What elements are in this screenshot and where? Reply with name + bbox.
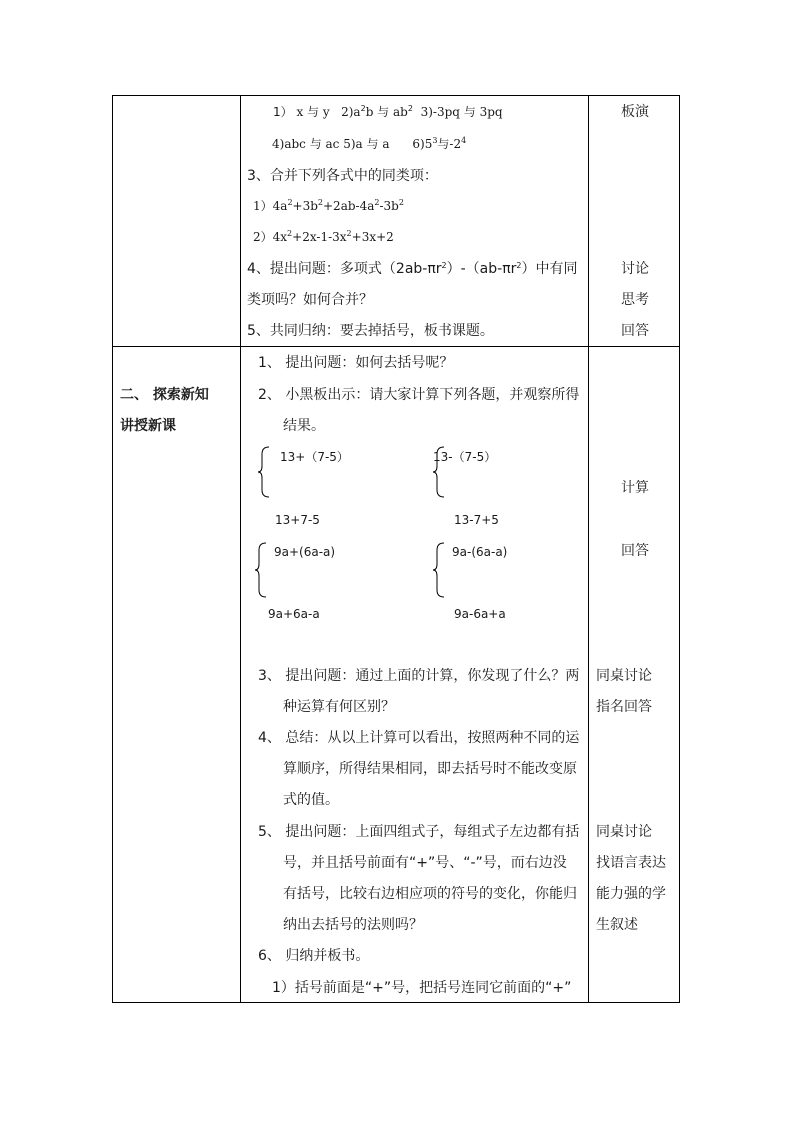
column-divider-2 (588, 95, 589, 1003)
text-line: 算顺序，所得结果相同，即去括号时不能改变原 (283, 761, 577, 777)
text-line: 4、 总结：从以上计算可以看出，按照两种不同的运 (258, 730, 580, 746)
expression: 13-（7-5） (433, 450, 497, 464)
text-line: 号，并且括号前面有“+”号、“-”号，而右边没 (283, 855, 567, 871)
activity-label: 计算 (621, 480, 649, 496)
activity-label: 回答 (621, 323, 649, 339)
text-line: $2)4x^2+2x-1-3x^2+3x+2$ (253, 229, 394, 244)
text-line: 4、提出问题：多项式$(2ab-\pi r^2)-(ab-\pi r^2)$中有同 (247, 261, 578, 277)
activity-label: 生叙述 (596, 917, 638, 933)
table-border-left (112, 95, 113, 1003)
activity-label: 回答 (621, 543, 649, 559)
brace-3 (254, 542, 268, 598)
expression: 9a-(6a-a) (452, 545, 508, 559)
text-line: 4)abc 与 ac 5)a 与 a $6)5^3$与$-2^4$ (272, 136, 467, 151)
expression: 13-7+5 (454, 513, 499, 527)
activity-label: 同桌讨论 (596, 668, 652, 684)
text-line: 5、共同归纳：要去掉括号，板书课题。 (247, 323, 494, 339)
text-line: 3、 提出问题：通过上面的计算，你发现了什么？两 (258, 668, 580, 684)
expression: 9a-6a+a (454, 607, 506, 621)
text-line: 纳出去括号的法则吗？ (283, 917, 423, 933)
text-line: 结果。 (283, 418, 325, 434)
text-line: 6、 归纳并板书。 (258, 948, 370, 964)
table-border-right (679, 95, 680, 1003)
text-line: 1） x 与 y $2)a^2b$ 与 $ab^2$ 3)-3pq 与 3pq (273, 104, 503, 119)
brace-1 (257, 446, 271, 498)
activity-label: 板演 (621, 104, 649, 120)
section-heading: 二、 探索新知 (120, 387, 209, 403)
expression: 13+7-5 (275, 513, 320, 527)
text-line: 2、 小黑板出示：请大家计算下列各题，并观察所得 (258, 387, 580, 403)
table-border-top (112, 95, 680, 96)
text-line: $1)4a^2+3b^2+2ab-4a^2-3b^2$ (253, 198, 404, 213)
text-line: 有括号，比较右边相应项的符号的变化，你能归 (283, 886, 577, 902)
activity-label: 讨论 (621, 261, 649, 277)
text-line: 5、 提出问题：上面四组式子，每组式子左边都有括 (258, 824, 580, 840)
activity-label: 找语言表达 (596, 855, 666, 871)
activity-label: 指名回答 (596, 699, 652, 715)
brace-4 (432, 542, 446, 598)
activity-label: 能力强的学 (596, 886, 666, 902)
activity-label: 同桌讨论 (596, 824, 652, 840)
activity-label: 思考 (621, 292, 649, 308)
column-divider-1 (240, 95, 241, 1003)
expression: 9a+(6a-a) (274, 545, 336, 559)
text-line: 类项吗？如何合并？ (247, 292, 373, 308)
table-border-bottom (112, 1002, 680, 1003)
text-line: 3、合并下列各式中的同类项： (247, 168, 438, 184)
row-divider (112, 346, 680, 347)
section-subheading: 讲授新课 (120, 418, 176, 434)
text-line: 1、 提出问题：如何去括号呢？ (258, 355, 454, 371)
text-line: 1）括号前面是“+”号，把括号连同它前面的“+” (272, 980, 572, 996)
expression: 9a+6a-a (268, 607, 320, 621)
text-line: 式的值。 (283, 792, 339, 808)
text-line: 种运算有何区别？ (283, 699, 395, 715)
expression: 13+（7-5） (280, 450, 349, 464)
